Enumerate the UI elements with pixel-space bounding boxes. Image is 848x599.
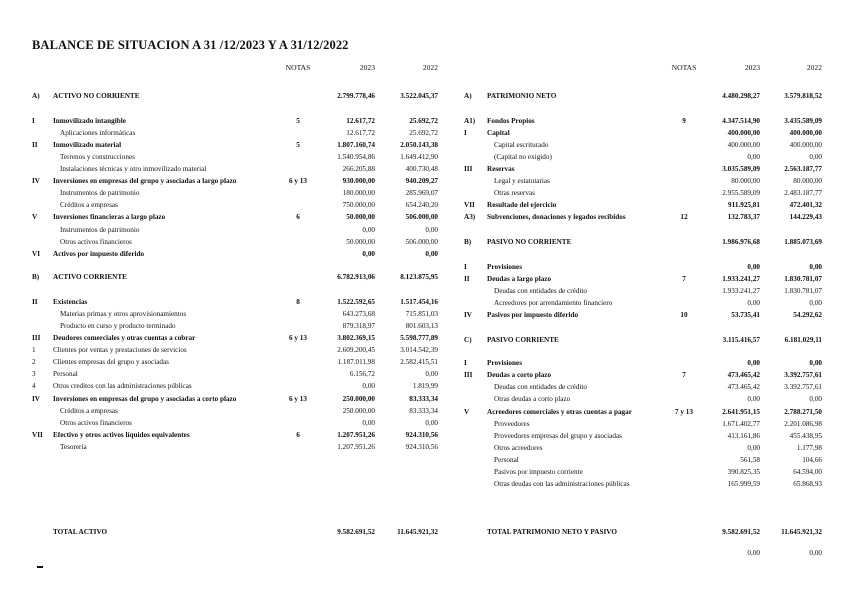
right-row <box>0 151 848 163</box>
right-row <box>0 175 848 187</box>
right-value-2022: 80.000,00 <box>793 177 822 185</box>
right-label: Deudas con entidades de crédito <box>494 383 588 391</box>
right-value-2023: 4.347.514,90 <box>722 117 760 125</box>
left-label: Tesorería <box>60 443 87 451</box>
left-code: 2 <box>32 358 36 366</box>
right-code: A3) <box>464 213 476 221</box>
left-notas: 6 y 13 <box>289 395 307 403</box>
left-value-2023: 0,00 <box>362 250 375 258</box>
right-header-row <box>0 62 848 74</box>
right-value-2023: 165.999,59 <box>727 480 760 488</box>
right-label: Legal y estatutarias <box>494 177 550 185</box>
right-value-2023: 0,00 <box>747 359 760 367</box>
left-value-2022: 924.310,56 <box>405 431 438 439</box>
left-label: Clientes empresas del grupo y asociadas <box>53 358 169 366</box>
right-value-2022: 2.563.187,77 <box>784 165 822 173</box>
right-notas: 9 <box>682 117 686 125</box>
right-label: Capital <box>487 129 510 137</box>
right-label: Provisiones <box>487 263 523 271</box>
left-value-2023: 750.000,00 <box>342 201 375 209</box>
right-code: A1) <box>464 117 476 125</box>
left-label: Inmovilizado intangible <box>53 117 126 125</box>
left-value-2022: 0,00 <box>425 419 438 427</box>
left-code: 4 <box>32 382 36 390</box>
right-row <box>0 369 848 381</box>
right-label: Acreedores comerciales y otras cuentas a pagar <box>487 408 632 416</box>
left-value-2022: 1.517.454,16 <box>400 298 438 306</box>
right-label: Deudas a largo plazo <box>487 275 552 283</box>
left-value-2022: 25.692,72 <box>409 129 438 137</box>
left-value-2023: 2.799.778,46 <box>337 92 375 100</box>
left-value-2022: 83.333,34 <box>409 395 438 403</box>
left-value-2023: 50.000,00 <box>346 238 375 246</box>
right-row <box>0 418 848 430</box>
right-row <box>0 406 848 418</box>
left-value-2022: 0,00 <box>425 226 438 234</box>
right-label: PATRIMONIO NETO <box>487 92 557 100</box>
right-code: I <box>464 263 467 271</box>
left-value-2022: 83.333,34 <box>409 407 438 415</box>
left-value-2022: 25.692,72 <box>409 117 438 125</box>
left-code: VII <box>32 431 43 439</box>
left-value-2022: 285.969,07 <box>405 189 438 197</box>
left-value-2023: 250.000,00 <box>342 395 375 403</box>
right-header-notas: NOTAS <box>671 63 697 72</box>
right-row <box>0 442 848 454</box>
right-label: Otras reservas <box>494 189 535 197</box>
left-value-2022: 2.582.415,51 <box>400 358 438 366</box>
left-label: Inversiones financieras a largo plazo <box>53 213 166 221</box>
left-label: Deudores comerciales y otras cuentas a cobrar <box>53 334 196 342</box>
right-value-2023: 0,00 <box>747 444 760 452</box>
right-row <box>0 199 848 211</box>
right-label: Resultado del ejercicio <box>487 201 557 209</box>
left-label: TOTAL ACTIVO <box>53 528 108 536</box>
left-value-2022: 654.240,20 <box>405 201 438 209</box>
right-code: C) <box>464 336 472 344</box>
footer-mark <box>37 566 43 568</box>
right-row <box>0 393 848 405</box>
right-code: I <box>464 359 467 367</box>
left-label: Créditos a empresas <box>60 201 118 209</box>
left-label: Producto en curso y producto terminado <box>60 322 176 330</box>
right-label: Deudas a corto plazo <box>487 371 552 379</box>
right-value-2022: 65.868,93 <box>793 480 822 488</box>
right-notas: 7 y 13 <box>675 408 693 416</box>
right-value-2022: 3.392.757,61 <box>784 383 822 391</box>
right-row <box>0 466 848 478</box>
right-label: Otras deudas con las administraciones públicas <box>494 480 630 488</box>
right-value-2022: 0,00 <box>809 359 822 367</box>
left-label: Otros activos financieros <box>60 238 132 246</box>
right-code: III <box>464 371 473 379</box>
left-label: ACTIVO NO CORRIENTE <box>53 92 140 100</box>
right-row <box>0 115 848 127</box>
right-value-2023: 473.465,42 <box>727 371 760 379</box>
right-code: II <box>464 275 470 283</box>
left-notas: 6 <box>296 213 300 221</box>
left-value-2023: 6.156,72 <box>349 370 375 378</box>
right-value-2023: 561,58 <box>740 456 760 464</box>
right-value-2022: 64.594,00 <box>793 468 822 476</box>
left-code: A) <box>32 92 40 100</box>
left-label: Materias primas y otros aprovisionamientos <box>60 310 187 318</box>
left-value-2022: 940.209,27 <box>405 177 438 185</box>
right-value-2022: 2.201.086,98 <box>784 420 822 428</box>
left-label: Aplicaciones informáticas <box>60 129 136 137</box>
left-label: Inversiones en empresas del grupo y asociadas a corto plazo <box>53 395 237 403</box>
right-value-2023: 400.000,00 <box>727 141 760 149</box>
left-label: Inversiones en empresas del grupo y asociadas a largo plazo <box>53 177 237 185</box>
left-value-2023: 12.617,72 <box>346 117 375 125</box>
right-value-2022: 0,00 <box>809 549 822 557</box>
left-label: Instrumentos de patrimonio <box>60 189 140 197</box>
right-value-2022: 54.292,62 <box>793 311 822 319</box>
left-value-2022: 400.730,48 <box>405 165 438 173</box>
right-notas: 7 <box>682 371 686 379</box>
right-row <box>0 547 848 559</box>
left-row <box>0 320 848 332</box>
right-label: TOTAL PATRIMONIO NETO Y PASIVO <box>487 528 617 536</box>
left-value-2022: 0,00 <box>425 370 438 378</box>
right-code: V <box>464 408 470 416</box>
right-row <box>0 478 848 490</box>
right-value-2023: 9.582.691,52 <box>722 528 760 536</box>
right-header-2022: 2022 <box>806 63 822 72</box>
right-row <box>0 90 848 102</box>
right-value-2023: 0,00 <box>747 549 760 557</box>
left-label: Instrumentos de patrimonio <box>60 226 140 234</box>
right-value-2023: 0,00 <box>747 395 760 403</box>
right-row <box>0 357 848 369</box>
right-value-2022: 1.885.073,69 <box>784 238 822 246</box>
right-value-2023: 400.000,00 <box>727 129 760 137</box>
right-value-2023: 2.955.589,09 <box>722 189 760 197</box>
left-header-2023: 2023 <box>359 63 375 72</box>
left-value-2022: 1.649.412,90 <box>400 153 438 161</box>
right-value-2023: 473.465,42 <box>727 383 760 391</box>
left-value-2023: 180.000,00 <box>342 189 375 197</box>
left-code: IV <box>32 395 40 403</box>
right-row <box>0 187 848 199</box>
right-value-2023: 3.115.416,57 <box>722 336 760 344</box>
left-value-2022: 11.645.921,32 <box>397 528 438 536</box>
left-code: B) <box>32 273 40 281</box>
left-value-2022: 8.123.875,95 <box>400 273 438 281</box>
left-label: Efectivo y otros activos líquidos equivalentes <box>53 431 190 439</box>
left-header-notas: NOTAS <box>285 63 311 72</box>
left-code: III <box>32 334 41 342</box>
right-row <box>0 309 848 321</box>
left-value-2023: 3.802.369,15 <box>337 334 375 342</box>
left-code: V <box>32 213 38 221</box>
right-row <box>0 454 848 466</box>
right-header-2023: 2023 <box>744 63 760 72</box>
right-label: Pasivos por impuesto corriente <box>494 468 583 476</box>
left-notas: 8 <box>296 298 300 306</box>
left-value-2023: 1.540.954,86 <box>337 153 375 161</box>
left-value-2023: 930.000,00 <box>342 177 375 185</box>
right-row <box>0 334 848 346</box>
left-code: II <box>32 141 38 149</box>
left-value-2023: 1.207.951,26 <box>337 443 375 451</box>
left-value-2022: 506.000,00 <box>405 238 438 246</box>
right-code: A) <box>464 92 472 100</box>
left-value-2022: 0,00 <box>425 250 438 258</box>
left-code: 1 <box>32 346 36 354</box>
right-value-2022: 400.000,00 <box>789 129 822 137</box>
document-title: BALANCE DE SITUACION A 31 /12/2023 Y A 31/12/2022 <box>32 38 349 52</box>
right-value-2023: 1.933.241,27 <box>722 287 760 295</box>
right-notas: 7 <box>682 275 686 283</box>
right-label: Proveedores <box>494 420 530 428</box>
right-row <box>0 430 848 442</box>
right-label: (Capital no exigido) <box>494 153 552 161</box>
left-value-2023: 0,00 <box>362 226 375 234</box>
right-value-2022: 2.788.271,50 <box>784 408 822 416</box>
right-value-2022: 3.435.589,09 <box>784 117 822 125</box>
right-value-2022: 3.392.757,61 <box>784 371 822 379</box>
right-label: Acreedores por arrendamiento financiero <box>494 299 613 307</box>
right-value-2022: 0,00 <box>809 299 822 307</box>
left-value-2023: 12.617,72 <box>346 129 375 137</box>
left-code: II <box>32 298 38 306</box>
right-code: I <box>464 129 467 137</box>
left-value-2023: 266.205,88 <box>342 165 375 173</box>
right-value-2023: 911.925,81 <box>728 201 760 209</box>
left-value-2022: 3.014.542,39 <box>400 346 438 354</box>
right-value-2022: 144.229,43 <box>789 213 822 221</box>
left-value-2023: 0,00 <box>362 382 375 390</box>
left-notas: 5 <box>296 117 300 125</box>
right-value-2023: 80.000,00 <box>731 177 760 185</box>
left-value-2022: 2.050.143,38 <box>400 141 438 149</box>
right-code: B) <box>464 238 472 246</box>
left-value-2022: 1.819,99 <box>412 382 438 390</box>
right-value-2023: 0,00 <box>747 263 760 271</box>
left-label: Activos por impuesto diferido <box>53 250 145 258</box>
right-value-2022: 1.177,98 <box>796 444 822 452</box>
right-row <box>0 211 848 223</box>
right-row <box>0 127 848 139</box>
right-value-2022: 1.830.781,07 <box>784 287 822 295</box>
right-row <box>0 236 848 248</box>
right-label: PASIVO CORRIENTE <box>487 336 559 344</box>
right-value-2023: 4.480.298,27 <box>722 92 760 100</box>
right-value-2022: 2.483.187,77 <box>784 189 822 197</box>
left-row <box>0 224 848 236</box>
right-value-2023: 3.035.589,09 <box>722 165 760 173</box>
right-row <box>0 261 848 273</box>
right-value-2023: 1.986.976,68 <box>722 238 760 246</box>
left-label: Personal <box>53 370 78 378</box>
right-value-2023: 132.783,37 <box>727 213 760 221</box>
left-label: Créditos a empresas <box>60 407 118 415</box>
left-value-2023: 1.522.592,65 <box>337 298 375 306</box>
right-row <box>0 285 848 297</box>
right-row <box>0 163 848 175</box>
left-label: ACTIVO CORRIENTE <box>53 273 127 281</box>
left-code: I <box>32 117 35 125</box>
right-value-2023: 1.671.402,77 <box>722 420 760 428</box>
left-label: Otros activos financieros <box>60 419 132 427</box>
right-value-2022: 1.830.781,07 <box>784 275 822 283</box>
right-value-2022: 472.401,32 <box>789 201 822 209</box>
right-label: Proveedores empresas del grupo y asociadas <box>494 432 622 440</box>
right-value-2023: 0,00 <box>747 153 760 161</box>
right-label: Pasivos por impuesto diferido <box>487 311 579 319</box>
right-label: PASIVO NO CORRIENTE <box>487 238 572 246</box>
right-value-2022: 0,00 <box>809 263 822 271</box>
right-code: III <box>464 165 473 173</box>
right-label: Personal <box>494 456 519 464</box>
right-value-2022: 0,00 <box>809 153 822 161</box>
right-value-2023: 0,00 <box>747 299 760 307</box>
left-notas: 6 y 13 <box>289 334 307 342</box>
right-label: Subvenciones, donaciones y legados recibidos <box>487 213 626 221</box>
right-value-2023: 53.735,41 <box>731 311 760 319</box>
left-value-2023: 9.582.691,52 <box>337 528 375 536</box>
left-label: Existencias <box>53 298 88 306</box>
left-value-2023: 1.207.951,26 <box>337 431 375 439</box>
right-value-2023: 2.641.951,15 <box>722 408 760 416</box>
left-label: Inmovilizado material <box>53 141 122 149</box>
right-label: Fondos Propios <box>487 117 535 125</box>
left-value-2023: 2.609.200,45 <box>337 346 375 354</box>
left-value-2023: 1.187.011,98 <box>337 358 375 366</box>
right-row <box>0 526 848 538</box>
right-value-2022: 3.579.818,52 <box>784 92 822 100</box>
right-label: Deudas con entidades de crédito <box>494 287 588 295</box>
right-code: IV <box>464 311 472 319</box>
right-value-2023: 413.161,86 <box>727 432 760 440</box>
left-code: 3 <box>32 370 36 378</box>
left-label: Otros creditos con las administraciones públicas <box>53 382 192 390</box>
right-label: Reservas <box>487 165 515 173</box>
left-value-2023: 879.318,97 <box>342 322 375 330</box>
left-value-2022: 924.310,56 <box>405 443 438 451</box>
left-value-2023: 0,00 <box>362 419 375 427</box>
left-notas: 5 <box>296 141 300 149</box>
left-value-2022: 5.598.777,89 <box>400 334 438 342</box>
right-value-2022: 455.438,95 <box>789 432 822 440</box>
right-value-2022: 400.000,00 <box>789 141 822 149</box>
right-label: Provisiones <box>487 359 523 367</box>
left-value-2023: 50.000,00 <box>346 213 375 221</box>
right-label: Capital escriturado <box>494 141 549 149</box>
left-label: Instalaciones técnicas y otro inmovilizado material <box>60 165 207 173</box>
left-value-2023: 643.273,68 <box>342 310 375 318</box>
right-notas: 12 <box>680 213 688 221</box>
right-label: Otros acreedores <box>494 444 543 452</box>
left-value-2022: 801.603,13 <box>405 322 438 330</box>
left-value-2023: 1.807.160,74 <box>337 141 375 149</box>
left-notas: 6 <box>296 431 300 439</box>
left-header-2022: 2022 <box>422 63 438 72</box>
right-row <box>0 273 848 285</box>
left-code: IV <box>32 177 40 185</box>
left-value-2022: 506.000,00 <box>405 213 438 221</box>
right-value-2022: 6.181.029,11 <box>784 336 822 344</box>
left-value-2023: 250.000,00 <box>342 407 375 415</box>
left-value-2023: 6.782.913,06 <box>337 273 375 281</box>
left-notas: 6 y 13 <box>289 177 307 185</box>
right-value-2022: 11.645.921,32 <box>781 528 822 536</box>
right-row <box>0 139 848 151</box>
right-label: Otras deudas a corto plazo <box>494 395 571 403</box>
left-code: VI <box>32 250 40 258</box>
right-value-2023: 1.933.241,27 <box>722 275 760 283</box>
right-value-2023: 390.825,35 <box>727 468 760 476</box>
right-value-2022: 104,66 <box>802 456 822 464</box>
left-label: Clientes por ventas y prestaciones de servicios <box>53 346 187 354</box>
right-row <box>0 297 848 309</box>
right-code: VII <box>464 201 475 209</box>
right-row <box>0 381 848 393</box>
left-label: Terrenos y construcciones <box>60 153 135 161</box>
right-value-2022: 0,00 <box>809 395 822 403</box>
left-value-2022: 3.522.045,37 <box>400 92 438 100</box>
left-row <box>0 248 848 260</box>
left-value-2022: 715.851,03 <box>405 310 438 318</box>
right-notas: 10 <box>680 311 688 319</box>
